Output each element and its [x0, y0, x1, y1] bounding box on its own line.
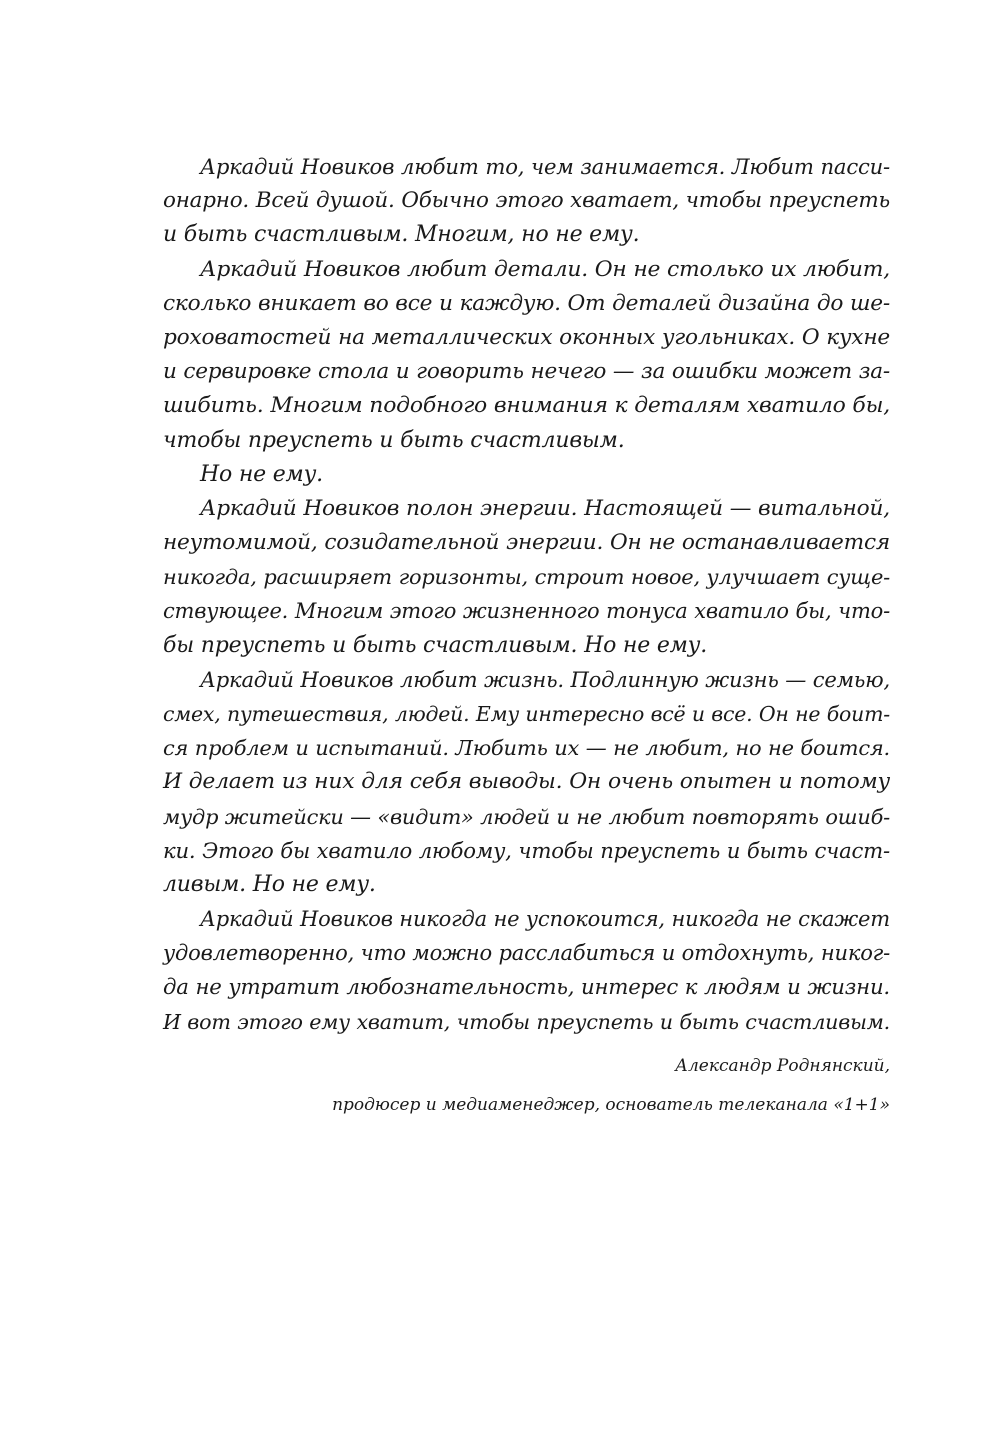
text-line: бы преуспеть и быть счастливым. Но не ему.	[163, 632, 708, 658]
author-role: продюсер и медиаменеджер, основатель телеканала «1+1»	[332, 1095, 890, 1115]
text-line: сколько вникает во все и каждую. От деталей дизайна до ше-	[163, 290, 890, 316]
text-line: ся проблем и испытаний. Любить их — не любит, но не боится.	[163, 736, 890, 761]
text-line: Аркадий Новиков любит то, чем занимается. Любит пасси-	[200, 154, 890, 179]
text-line: роховатостей на металлических оконных угольниках. О кухне	[163, 324, 890, 350]
text-line: и сервировке стола и говорить нечего — за ошибки может за-	[163, 359, 890, 385]
text-line: удовлетворенно, что можно расслабиться и отдохнуть, никог-	[163, 940, 890, 966]
text-line: ки. Этого бы хватило любому, чтобы преуспеть и быть счаст-	[163, 837, 890, 863]
text-line: да не утратит любознательность, интерес к людям и жизни.	[163, 974, 890, 1000]
text-line: И вот этого ему хватит, чтобы преуспеть и быть счастливым.	[163, 1009, 890, 1034]
text-line: ствующее. Многим этого жизненного тонуса хватило бы, что-	[163, 599, 890, 624]
text-line: смех, путешествия, людей. Ему интересно всё и все. Он не боит-	[163, 702, 890, 726]
text-line: мудр житейски — «видит» людей и не любит повторять ошиб-	[163, 804, 890, 829]
text-line: Аркадий Новиков любит детали. Он не столько их любит,	[200, 256, 890, 282]
text-line: никогда, расширяет горизонты, строит новое, улучшает суще-	[163, 565, 890, 590]
text-line: И делает из них для себя выводы. Он очень опытен и потому	[163, 769, 890, 795]
text-line: чтобы преуспеть и быть счастливым.	[163, 427, 625, 453]
foreword-text	[163, 150, 890, 1039]
signature	[332, 1054, 890, 1117]
text-line: шибить. Многим подобного внимания к деталям хватило бы,	[163, 393, 890, 419]
text-line: Аркадий Новиков любит жизнь. Подлинную жизнь — семью,	[200, 666, 890, 692]
text-line: Аркадий Новиков никогда не успокоится, никогда не скажет	[200, 906, 890, 932]
text-line: онарно. Всей душой. Обычно этого хватает, чтобы преуспеть	[163, 188, 890, 214]
text-line: и быть счастливым. Многим, но не ему.	[163, 222, 640, 248]
text-line: неутомимой, созидательной энергии. Он не останавливается	[163, 530, 890, 556]
text-line: Но не ему.	[200, 461, 323, 487]
text-line: Аркадий Новиков полон энергии. Настоящей — витальной,	[200, 495, 890, 521]
text-line: ливым. Но не ему.	[163, 871, 376, 897]
author-name: Александр Роднянский,	[675, 1056, 890, 1076]
